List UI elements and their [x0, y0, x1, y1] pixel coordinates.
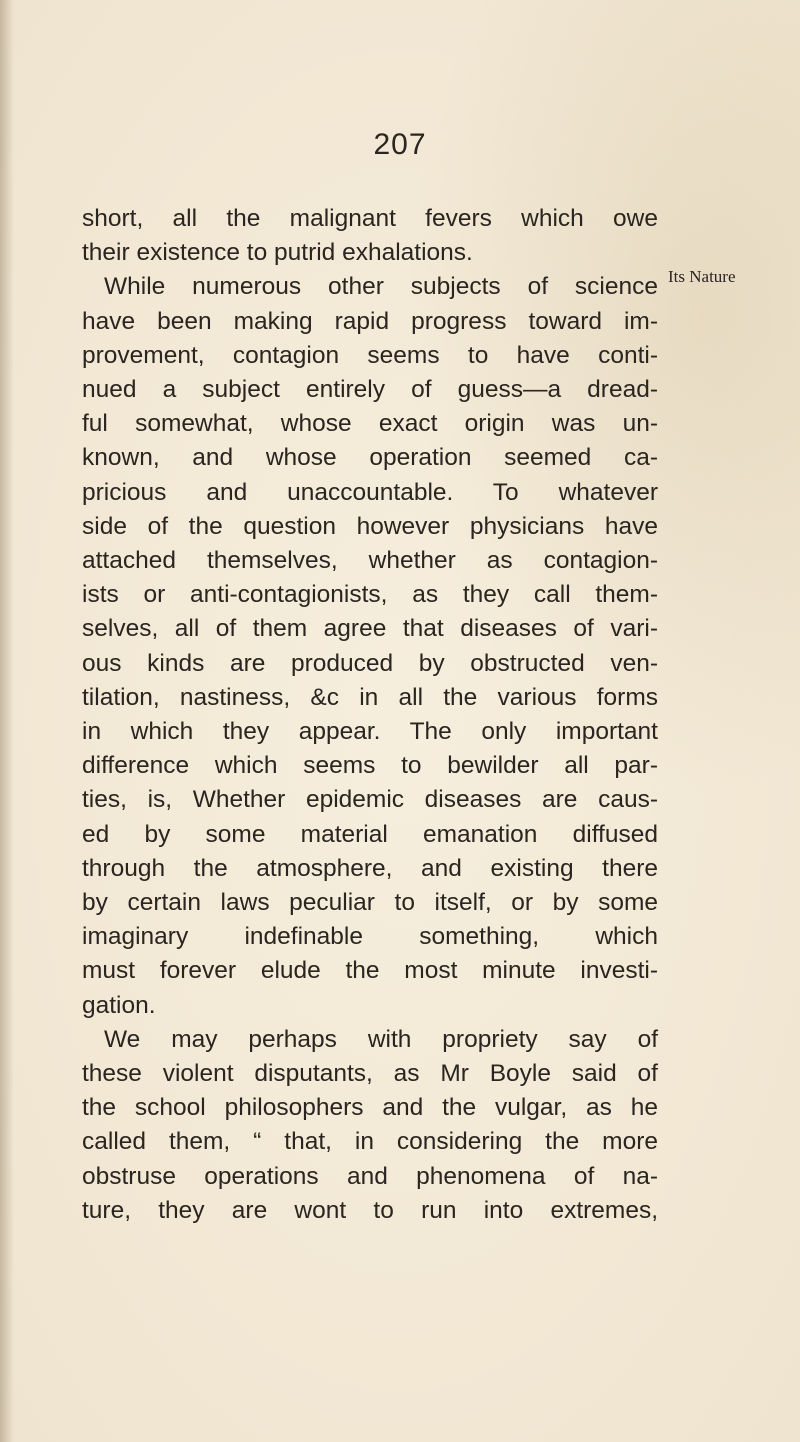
binding-shadow [0, 0, 14, 1442]
text-line: side of the question however physicians have [82, 512, 658, 540]
text-line: must forever elude the most minute investi- [82, 957, 658, 985]
text-line: ed by some material emanation diffused [82, 820, 658, 848]
text-line: pricious and unaccountable. To whatever [82, 478, 658, 506]
text-line: selves, all of them agree that diseases of vari- [82, 615, 658, 643]
text-line: ful somewhat, whose exact origin was un- [82, 410, 658, 438]
text-line: their existence to putrid exhalations. [82, 239, 473, 267]
text-line: called them, “ that, in considering the more [82, 1128, 658, 1156]
body-text [82, 202, 658, 1228]
text-line: the school philosophers and the vulgar, as he [82, 1094, 658, 1122]
text-line: gation. [82, 991, 156, 1019]
text-line: tilation, nastiness, &c in all the various forms [82, 683, 658, 711]
text-line: short, all the malignant fevers which owe [82, 205, 658, 232]
text-line: in which they appear. The only important [82, 718, 658, 746]
text-line: ties, is, Whether epidemic diseases are caus- [82, 786, 658, 814]
text-line: attached themselves, whether as contagion- [82, 547, 658, 575]
text-line: obstruse operations and phenomena of na- [82, 1162, 658, 1190]
text-line: We may perhaps with propriety say of [104, 1025, 658, 1053]
text-line: known, and whose operation seemed ca- [82, 444, 658, 472]
text-line: nued a subject entirely of guess—a dread- [82, 376, 658, 404]
margin-note: Its Nature [668, 267, 736, 286]
text-line: provement, contagion seems to have conti- [82, 341, 658, 369]
text-line: ous kinds are produced by obstructed ven- [82, 649, 658, 677]
text-line: ists or anti-contagionists, as they call them- [82, 581, 658, 609]
text-line: difference which seems to bewilder all par- [82, 752, 658, 780]
text-line: ture, they are wont to run into extremes, [82, 1196, 658, 1224]
text-line: have been making rapid progress toward im- [82, 307, 658, 335]
text-line: by certain laws peculiar to itself, or by some [82, 889, 658, 917]
text-line: through the atmosphere, and existing there [82, 854, 658, 882]
page-number: 207 [373, 128, 427, 161]
text-line: While numerous other subjects of science [104, 273, 658, 301]
text-line: these violent disputants, as Mr Boyle said of [82, 1060, 658, 1088]
text-line: imaginary indefinable something, which [82, 923, 658, 951]
